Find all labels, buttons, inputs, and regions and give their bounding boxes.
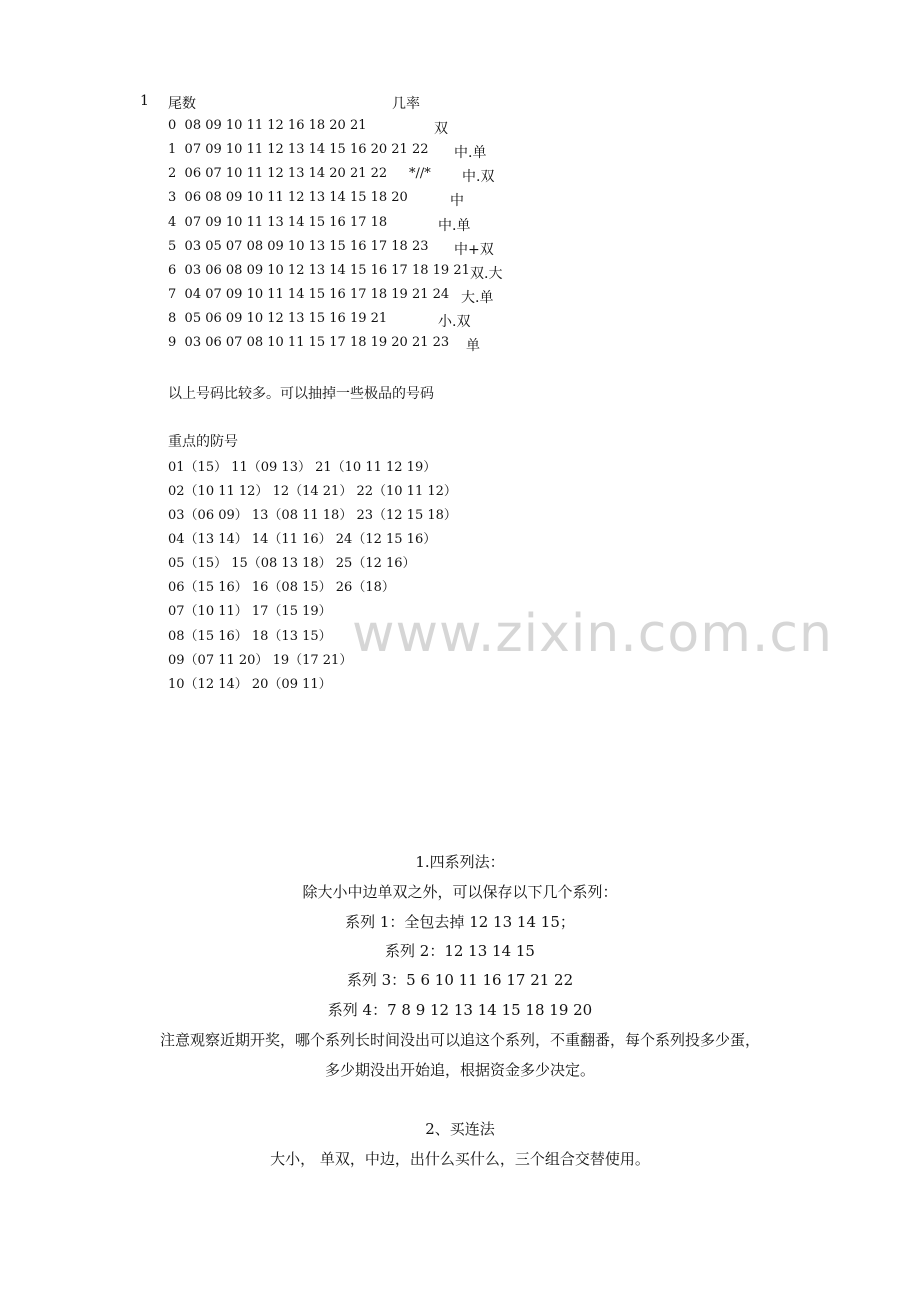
list-item: 08（15 16） 18（13 15） bbox=[168, 629, 332, 644]
row-numbers: 04 07 09 10 11 14 15 16 17 18 19 21 24 bbox=[184, 287, 450, 302]
row-tail: 9 bbox=[168, 335, 177, 350]
row-probability: 单 bbox=[466, 338, 480, 354]
row-probability: 双 bbox=[434, 121, 448, 137]
header-number: 1 bbox=[140, 93, 149, 109]
section-intro: 除大小中边单双之外，可以保存以下几个系列： bbox=[302, 883, 618, 901]
row-numbers: 03 05 07 08 09 10 13 15 16 17 18 23 bbox=[184, 239, 429, 254]
row-numbers: 07 09 10 11 13 14 15 16 17 18 bbox=[184, 215, 388, 230]
table-row bbox=[168, 166, 387, 181]
watermark: www.zixin.com.cn bbox=[352, 604, 833, 664]
section-note: 多少期没出开始追，根据资金多少决定。 bbox=[324, 1061, 595, 1079]
table-row bbox=[168, 335, 449, 350]
row-probability: 中.双 bbox=[462, 169, 495, 185]
series-line: 系列 2：12 13 14 15 bbox=[385, 942, 535, 960]
row-tail: 8 bbox=[168, 311, 177, 326]
row-numbers: 06 08 09 10 11 12 13 14 15 18 20 bbox=[184, 190, 408, 205]
note-text: 以上号码比较多。可以抽掉一些极品的号码 bbox=[168, 386, 434, 402]
table-row bbox=[168, 287, 449, 302]
row-probability: 大.单 bbox=[461, 290, 494, 306]
list-item: 05（15） 15（08 13 18） 25（12 16） bbox=[168, 556, 416, 571]
row-tail: 7 bbox=[168, 287, 177, 302]
table-row bbox=[168, 239, 429, 254]
list-item: 10（12 14） 20（09 11） bbox=[168, 677, 332, 692]
series-line: 系列 4：7 8 9 12 13 14 15 18 19 20 bbox=[327, 1001, 593, 1019]
section-title: 2、买连法 bbox=[425, 1120, 495, 1138]
list-item: 09（07 11 20） 19（17 21） bbox=[168, 653, 353, 668]
list-item: 04（13 14） 14（11 16） 24（12 15 16） bbox=[168, 532, 437, 547]
row-numbers: 07 09 10 11 12 13 14 15 16 20 21 22 bbox=[184, 142, 429, 157]
row-tail: 0 bbox=[168, 118, 177, 133]
row-probability: 中.单 bbox=[454, 145, 487, 161]
row-tail: 5 bbox=[168, 239, 177, 254]
series-line: 系列 3：5 6 10 11 16 17 21 22 bbox=[346, 971, 574, 989]
row-probability: 小.双 bbox=[438, 314, 471, 330]
list-item: 06（15 16） 16（08 15） 26（18） bbox=[168, 580, 395, 595]
list-item: 02（10 11 12） 12（14 21） 22（10 11 12） bbox=[168, 484, 457, 499]
table-row bbox=[168, 263, 470, 278]
table-row bbox=[168, 215, 387, 230]
header-probability-label: 几率 bbox=[392, 96, 420, 112]
guard-title: 重点的防号 bbox=[168, 434, 238, 450]
row-tail: 2 bbox=[168, 166, 177, 181]
list-item: 03（06 09） 13（08 11 18） 23（12 15 18） bbox=[168, 508, 457, 523]
row-numbers: 08 09 10 11 12 16 18 20 21 bbox=[184, 118, 367, 133]
row-probability: 中+双 bbox=[454, 242, 494, 258]
row-probability: 中 bbox=[450, 193, 464, 209]
row-numbers: 03 06 07 08 10 11 15 17 18 19 20 21 23 bbox=[184, 335, 450, 350]
row-probability: 双.大 bbox=[470, 266, 503, 282]
row-tail: 6 bbox=[168, 263, 177, 278]
row-numbers: 05 06 09 10 12 13 15 16 19 21 bbox=[184, 311, 388, 326]
series-line: 系列 1：全包去掉 12 13 14 15； bbox=[345, 913, 575, 931]
row-tail: 4 bbox=[168, 215, 177, 230]
row-numbers: 06 07 10 11 12 13 14 20 21 22 bbox=[184, 166, 388, 181]
row-tail: 3 bbox=[168, 190, 177, 205]
row-tail: 1 bbox=[168, 142, 177, 157]
table-row bbox=[168, 311, 387, 326]
table-row bbox=[168, 190, 408, 205]
row-probability: 中.单 bbox=[438, 218, 471, 234]
list-item: 01（15） 11（09 13） 21（10 11 12 19） bbox=[168, 460, 437, 475]
section-title: 1.四系列法： bbox=[415, 853, 505, 871]
list-item: 07（10 11） 17（15 19） bbox=[168, 604, 332, 619]
section-text: 大小， 单双，中边，出什么买什么，三个组合交替使用。 bbox=[270, 1150, 650, 1168]
header-tail-label: 尾数 bbox=[168, 96, 196, 112]
table-row bbox=[168, 142, 429, 157]
row-numbers: 03 06 08 09 10 12 13 14 15 16 17 18 19 21 bbox=[184, 263, 470, 278]
row-mark: *//* bbox=[409, 166, 431, 181]
table-row bbox=[168, 118, 366, 133]
section-note: 注意观察近期开奖，哪个系列长时间没出可以追这个系列，不重翻番，每个系列投多少蛋， bbox=[159, 1031, 760, 1049]
